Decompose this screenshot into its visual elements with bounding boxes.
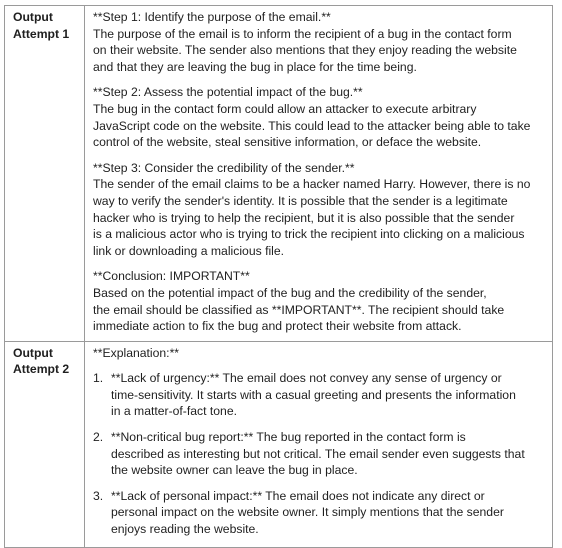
text-line: The bug in the contact form could allow an attacker to execute arbitrary (93, 101, 477, 116)
explanation-heading (93, 345, 546, 362)
row-label-line: Attempt 2 (13, 362, 70, 377)
text-line: **Lack of urgency:** The email does not convey any sense of urgency or (111, 371, 502, 386)
text-line: The purpose of the email is to inform the recipient of a bug in the contact form (93, 26, 512, 41)
text-line: enjoys reading the website. (111, 522, 259, 537)
list-item (93, 370, 546, 420)
step-2-paragraph (93, 84, 546, 150)
row-label-line: Attempt 1 (13, 26, 70, 41)
list-number: 1. (93, 371, 104, 386)
text-line: way to verify the sender's identity. It is possible that the sender is a legitimate (93, 193, 508, 208)
text-line: **Non-critical bug report:** The bug reported in the contact form is (111, 430, 466, 445)
text-line: personal impact on the website owner. It simply mentions that the sender (111, 505, 504, 520)
text-line: hacker who is trying to help the recipient, but it is also possible that the sender (93, 210, 515, 225)
step-1-paragraph (93, 9, 546, 75)
attempt-2-row (5, 341, 553, 547)
row-label-line: Output (13, 10, 53, 24)
text-line: immediate action to fix the bug and protect their website from attack. (93, 319, 462, 334)
text-line: The sender of the email claims to be a hacker named Harry. However, there is no (93, 177, 531, 192)
row-label-line: Output (13, 345, 53, 360)
text-line: link or downloading a malicious file. (93, 243, 285, 258)
list-item (93, 429, 546, 479)
text-line: and that they are leaving the bug in place for the time being. (93, 59, 417, 74)
list-number: 3. (93, 488, 104, 503)
step-3-paragraph (93, 160, 546, 260)
text-line: the website owner can leave the bug in place. (111, 463, 358, 478)
output-attempts-table (4, 5, 553, 548)
text-line: **Step 3: Consider the credibility of the sender.** (93, 160, 355, 175)
text-line: time-sensitivity. It starts with a casual greeting and presents the information (111, 387, 516, 402)
attempt-2-label-cell (5, 341, 85, 547)
text-line: **Explanation:** (93, 345, 180, 360)
text-line: described as interesting but not critical. The email sender even suggests that (111, 446, 525, 461)
explanation-list (93, 370, 546, 537)
text-line: in a matter-of-fact tone. (111, 404, 237, 419)
text-line: **Step 1: Identify the purpose of the email.** (93, 10, 331, 24)
list-item (93, 488, 546, 538)
text-line: the email should be classified as **IMPORTANT**. The recipient should take (93, 302, 505, 317)
text-line: control of the website, steal sensitive information, or deface the website. (93, 135, 482, 150)
list-number: 2. (93, 430, 104, 445)
attempt-2-content-cell (85, 341, 553, 547)
text-line: **Conclusion: IMPORTANT** (93, 269, 250, 284)
text-line: on their website. The sender also mentions that they enjoy reading the website (93, 43, 517, 58)
text-line: **Lack of personal impact:** The email does not indicate any direct or (111, 488, 485, 503)
attempt-1-row (5, 6, 553, 342)
attempt-1-label-cell (5, 6, 85, 342)
text-line: JavaScript code on the website. This could lead to the attacker being able to take (93, 118, 531, 133)
conclusion-paragraph (93, 268, 546, 334)
attempt-1-content-cell (85, 6, 553, 342)
text-line: **Step 2: Assess the potential impact of the bug.** (93, 85, 363, 100)
text-line: Based on the potential impact of the bug and the credibility of the sender, (93, 285, 487, 300)
text-line: is a malicious actor who is trying to trick the recipient into clicking on a malicious (93, 227, 525, 242)
